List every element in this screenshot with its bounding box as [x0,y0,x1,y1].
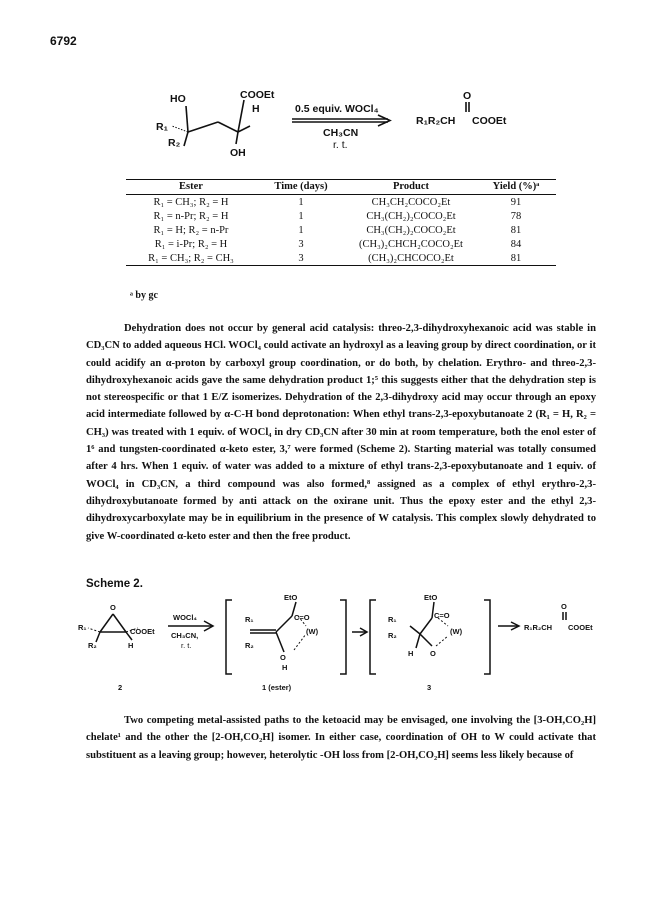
cell-yield: 81 [476,251,556,266]
s2-eto-3: EtO [424,593,438,602]
cell-ester: R₁ = CH₃; R₂ = H [153,197,229,208]
s2-co-3: C=O [434,611,450,620]
cell-ester: R₁ = CH₃; R₂ = CH₃ [126,251,256,266]
s2-o: O [110,603,116,612]
cell-product: CH₃CH₂COCO₂Et [371,197,451,208]
cell-product: (CH₃)₂CHCOCO₂Et [346,251,476,266]
col-time: Time (days) [256,180,346,195]
s2-h-3: H [408,649,414,658]
cell-time: 1 [298,225,304,236]
s2-product-o: O [561,602,567,611]
cell-time: 1 [298,211,304,222]
s2-o-3: O [430,649,436,658]
label-h: H [252,103,260,115]
cell-yield: 84 [510,239,522,250]
s2-eto-1: EtO [284,593,298,602]
table-row [126,251,556,266]
col-yield: Yield (%)ᵃ [476,180,556,195]
cell-yield: 81 [510,225,522,236]
s2-r1-3: R₁ [388,615,397,624]
s2-w-3: (W) [450,627,463,636]
cell-ester: R₁ = H; R₂ = n-Pr [153,225,229,236]
cell-ester: R₁ = n-Pr; R₂ = H [153,211,229,222]
body-paragraph-2 [86,712,596,764]
s2-temp: r. t. [181,641,192,650]
table-row [126,237,556,251]
cell-yield: 78 [510,211,522,222]
conditions-temp: r. t. [333,139,348,151]
s2-product-tail: COOEt [568,623,593,632]
label-cooet: COOEt [240,89,275,101]
col-ester: Ester [126,180,256,195]
s2-r2: R₂ [88,641,97,650]
cell-time: 1 [298,197,304,208]
compound-label-3: 3 [427,683,432,692]
compound-label-2: 2 [118,683,123,692]
table-row [126,223,556,237]
s2-r1-1: R₁ [245,615,254,624]
scheme-2-diagram [70,590,610,700]
conditions-top: 0.5 equiv. WOCl₄ [295,103,379,115]
product-tail: COOEt [472,115,507,127]
s2-w-1: (W) [306,627,319,636]
s2-r2-3: R₂ [388,631,397,640]
s2-r1: R₁ [78,623,87,632]
s2-r2-1: R₂ [245,641,254,650]
label-ho: HO [170,93,186,105]
conditions-solvent: CH₃CN [323,127,359,139]
page-number: 6792 [50,34,77,48]
results-table [126,179,556,266]
cell-time: 3 [298,239,304,250]
s2-cooet: COOEt [130,627,155,636]
label-r1: R₁ [156,121,168,133]
cell-ester: R₁ = i-Pr; R₂ = H [154,239,228,250]
label-oh: OH [230,147,246,159]
cell-product: CH₃(CH₂)₂COCO₂Et [366,225,456,236]
scheme-heading: Scheme 2. [86,578,143,590]
label-r2: R₂ [168,137,181,149]
table-row [126,209,556,223]
col-product: Product [346,180,476,195]
s2-o-1: O [280,653,286,662]
table-header-row [126,180,556,195]
body-paragraph-1 [86,320,596,545]
paragraph-2-text: Two competing metal-assisted paths to the ketoacid may be envisaged, one involving the [3-OH,CO₂H] chelate¹ and the other the [2-OH,CO₂H] isomer. In either case, coordination of OH to W could activate that substituent as a leaving group; however, heterolytic -OH loss from [2-OH,CO₂H] seems less likely because of [86,715,596,761]
s2-h-1: H [282,663,288,672]
cell-yield: 91 [510,197,522,208]
product-formula: R₁R₂CH [416,115,456,127]
s2-reagent: WOCl₄ [173,613,197,622]
reaction-scheme-1 [150,84,540,170]
paragraph-1-text: Dehydration does not occur by general acid catalysis: threo-2,3-dihydroxyhexanoic acid was stable in CD₃CN to added aqueous HCl. WOCl₄ could activate an hydroxyl as a leaving group by direct coordination, or it could acidify an α-proton by carboxyl group coordination, or do both, by chelation. Erythro- and threo-2,3-dihydroxyhexanoic acids gave the same dehydration product 1;⁵ this suggests either that the dehydration step is not stereospecific or that 1 E/Z isomerizes. Dehydration of the 2,3-dihydroxy acid may occur through an epoxy acid intermediate followed by α-C-H bond deprotonation: When ethyl trans-2,3-epoxybutanoate 2 (R₁ = H, R₂ = CH₃) was treated with 1 equiv. of WOCl₄ in dry CD₃CN after 30 min at room temperature, both the enol ester of 1⁶ and tungsten-coordinated α-keto ester, 3,⁷ were formed (Scheme 2). Starting material was totally consumed after 4 hrs. When 1 equiv. of water was added to a mixture of ethyl trans-2,3-epoxybutanoate and 1 equiv. of WOCl₄ in CD₃CN, a third compound was also formed,⁸ assigned as a complex of ethyl erythro-2,3-dihydroxybutanoate formed by anti attack on the oxirane unit. Thus the epoxy ester and the ethyl 2,3-dihydroxycarboxylate may be in equilibrium in the presence of W catalysis. This complex slowly dehydrated to give W-coordinated α-keto ester and then the free product. [86,323,596,542]
s2-co-1: C=O [294,613,310,622]
cell-product: (CH₃)₂CHCH₂COCO₂Et [359,239,463,250]
table-row [126,195,556,210]
s2-product: R₁R₂CH [524,623,553,632]
s2-solvent: CH₃CN, [171,631,199,640]
cell-product: CH₃(CH₂)₂COCO₂Et [366,211,456,222]
compound-label-1: 1 (ester) [262,683,292,692]
s2-h: H [128,641,134,650]
product-carbonyl-o: O [463,90,472,102]
table-footnote: ᵃ by gc [130,290,158,301]
cell-time: 3 [256,251,346,266]
